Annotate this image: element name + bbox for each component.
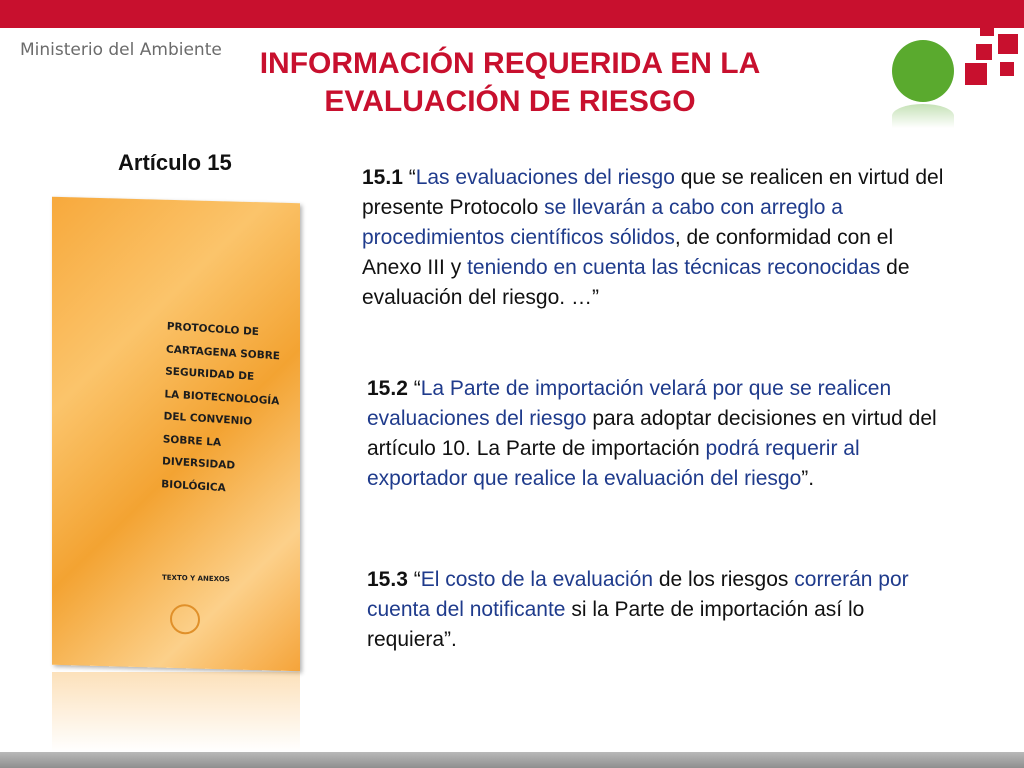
highlighted-text: teniendo en cuenta las técnicas reconocidas [467, 256, 881, 279]
paragraph-15-2 [367, 374, 962, 494]
book-title-line: DIVERSIDAD [161, 455, 236, 472]
paragraph-15-3 [367, 565, 927, 655]
text: “ [407, 568, 421, 591]
highlighted-text: correrán por cuenta del notificante [367, 568, 909, 621]
bottom-bar [0, 752, 1024, 768]
title-line-1: INFORMACIÓN REQUERIDA EN LA [259, 47, 761, 80]
highlighted-text: Las evaluaciones del riesgo [415, 166, 675, 189]
paragraph-number: 15.3 [367, 568, 408, 591]
book-title-line: PROTOCOLO DE [166, 320, 260, 339]
book-title-line: SOBRE LA [162, 432, 222, 449]
un-emblem-icon [170, 604, 200, 635]
text: para adoptar decisiones en virtud del artículo 10. La Parte de importación [367, 407, 937, 460]
text: de los riesgos [653, 568, 795, 591]
ministry-logo-text: Ministerio del Ambiente [20, 40, 222, 60]
paragraph-number: 15.1 [362, 166, 403, 189]
text: si la Parte de importación así lo requiera”. [367, 598, 865, 651]
article-label: Artículo 15 [118, 150, 232, 175]
top-bar [0, 0, 1024, 28]
title-line-2: EVALUACIÓN DE RIESGO [324, 85, 696, 118]
paragraph-15-1 [362, 163, 952, 313]
page-title [215, 45, 805, 121]
book-title-line: LA BIOTECNOLOGÍA [164, 387, 280, 407]
text: ”. [801, 467, 815, 490]
text: “ [407, 377, 421, 400]
highlighted-text: podrá requerir al exportador que realice la evaluación del riesgo [367, 437, 860, 490]
book-title-line: BIOLÓGICA [161, 477, 226, 494]
book-subtitle: TEXTO Y ANEXOS [162, 573, 230, 584]
highlighted-text: La Parte de importación velará por que se realicen evaluaciones del riesgo [367, 377, 892, 430]
text: que se realicen en virtud del presente Protocolo [362, 166, 944, 219]
text: de evaluación del riesgo. …” [362, 256, 910, 309]
text: “ [402, 166, 416, 189]
highlighted-text: El costo de la evaluación [420, 568, 654, 591]
book-reflection [52, 672, 300, 752]
book-title-line: CARTAGENA SOBRE [165, 343, 281, 362]
book-title-line: DEL CONVENIO [163, 410, 253, 428]
book-title-line: SEGURIDAD DE [165, 365, 255, 383]
green-circle-logo [892, 40, 954, 102]
book-cover-image [52, 197, 300, 671]
highlighted-text: se llevarán a cabo con arreglo a procedimientos científicos sólidos [362, 196, 843, 249]
book-title [161, 316, 297, 504]
paragraph-number: 15.2 [367, 377, 408, 400]
text: , de conformidad con el Anexo III y [362, 226, 894, 279]
green-circle-reflection [892, 104, 954, 128]
